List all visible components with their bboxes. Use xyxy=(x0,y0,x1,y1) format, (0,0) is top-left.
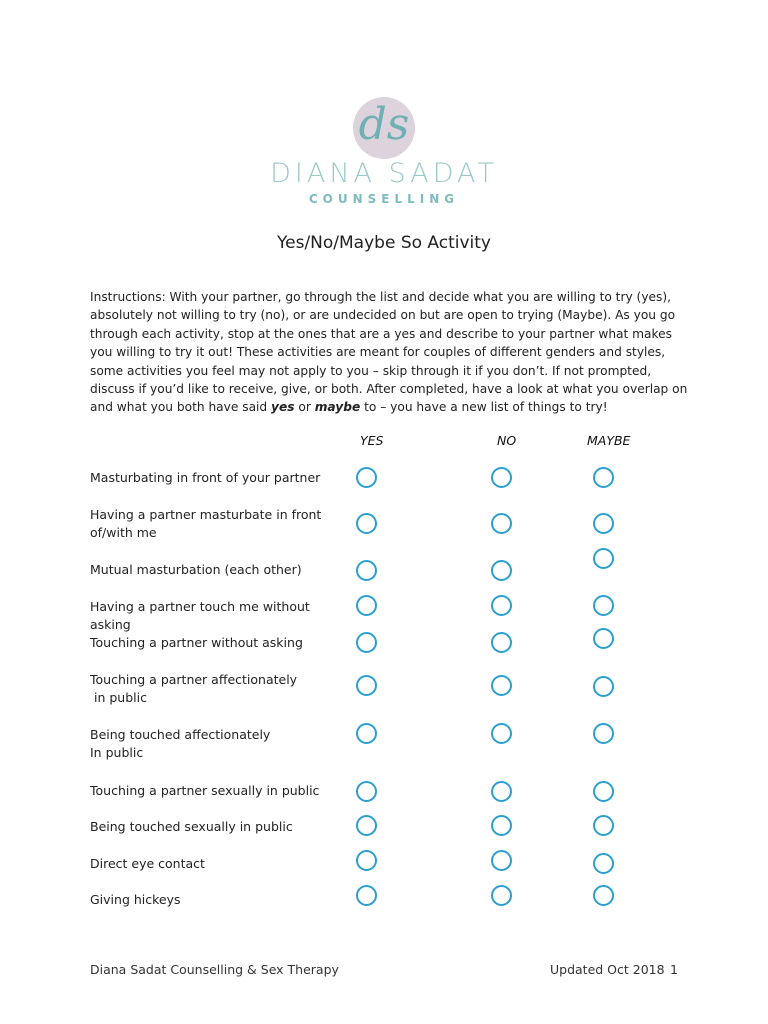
activity-label xyxy=(90,561,350,579)
yes-radio[interactable] xyxy=(356,560,377,581)
yes-radio[interactable] xyxy=(356,595,377,616)
no-radio[interactable] xyxy=(491,885,512,906)
no-radio[interactable] xyxy=(491,467,512,488)
yes-radio[interactable] xyxy=(356,885,377,906)
maybe-radio[interactable] xyxy=(593,853,614,874)
instructions-end: to – you have a new list of things to try! xyxy=(360,400,608,415)
column-header-no: NO xyxy=(497,433,517,448)
or-word: or xyxy=(294,400,315,415)
page-number: 1 xyxy=(670,962,678,977)
activity-label xyxy=(90,891,350,909)
yes-radio[interactable] xyxy=(356,815,377,836)
instructions xyxy=(90,288,690,417)
logo xyxy=(270,92,498,214)
activity-label-line1: Touching a partner sexually in public xyxy=(90,783,320,798)
activity-label-line1: Being touched affectionately xyxy=(90,727,271,742)
no-radio[interactable] xyxy=(491,513,512,534)
logo-monogram: ds xyxy=(358,99,410,150)
logo-subtitle: COUNSELLING xyxy=(308,192,460,206)
maybe-radio[interactable] xyxy=(593,723,614,744)
activity-label-line2: In public xyxy=(90,745,144,760)
activity-label-line2: of/with me xyxy=(90,525,157,540)
activity-label xyxy=(90,598,350,634)
maybe-radio[interactable] xyxy=(593,628,614,649)
no-radio[interactable] xyxy=(491,815,512,836)
yes-radio[interactable] xyxy=(356,723,377,744)
activity-label-line1: Having a partner masturbate in front xyxy=(90,507,322,522)
page-title: Yes/No/Maybe So Activity xyxy=(277,233,491,253)
yes-radio[interactable] xyxy=(356,781,377,802)
maybe-radio[interactable] xyxy=(593,815,614,836)
activity-label-line1: Being touched sexually in public xyxy=(90,819,293,834)
instructions-text: Instructions: With your partner, go through the list and decide what you are willing to try (yes), absolutely not willing to try (no), or are undecided on but are open to trying (Maybe). As you go through each activity, stop at the ones that are a yes and describe to your partner what makes you willing to try it out! These activities are meant for couples of different genders and styles, some activities you feel may not apply to you – skip through it if you don’t. If not prompted, discuss if you’d like to receive, give, or both. After completed, have a look at what you overlap on and what you both have said xyxy=(90,290,688,415)
yes-radio[interactable] xyxy=(356,632,377,653)
activity-label xyxy=(90,469,350,487)
activity-label-line1: Masturbating in front of your partner xyxy=(90,470,321,485)
maybe-radio[interactable] xyxy=(593,467,614,488)
yes-radio[interactable] xyxy=(356,850,377,871)
no-radio[interactable] xyxy=(491,632,512,653)
activity-label-line1: Having a partner touch me without asking xyxy=(90,599,310,632)
no-radio[interactable] xyxy=(491,595,512,616)
activity-label xyxy=(90,726,350,762)
maybe-radio[interactable] xyxy=(593,885,614,906)
logo-name: DIANA SADAT xyxy=(270,158,498,189)
activity-label xyxy=(90,855,350,873)
no-radio[interactable] xyxy=(491,723,512,744)
no-radio[interactable] xyxy=(491,850,512,871)
maybe-word: maybe xyxy=(314,400,361,415)
no-radio[interactable] xyxy=(491,560,512,581)
maybe-radio[interactable] xyxy=(593,781,614,802)
no-radio[interactable] xyxy=(491,675,512,696)
activity-label-line1: Touching a partner affectionately xyxy=(90,672,298,687)
activity-label xyxy=(90,671,350,707)
maybe-radio[interactable] xyxy=(593,548,614,569)
maybe-radio[interactable] xyxy=(593,595,614,616)
yes-radio[interactable] xyxy=(356,513,377,534)
activity-label-line1: Direct eye contact xyxy=(90,856,205,871)
yes-radio[interactable] xyxy=(356,467,377,488)
activity-label xyxy=(90,634,350,652)
maybe-radio[interactable] xyxy=(593,513,614,534)
activity-label-line1: Giving hickeys xyxy=(90,892,181,907)
activity-label xyxy=(90,506,350,542)
footer-date: Updated Oct 2018 xyxy=(550,962,665,977)
yes-word: yes xyxy=(271,400,295,415)
activity-label xyxy=(90,818,350,836)
column-header-maybe: MAYBE xyxy=(587,433,631,448)
no-radio[interactable] xyxy=(491,781,512,802)
footer-left: Diana Sadat Counselling & Sex Therapy xyxy=(90,962,339,977)
activity-label-line1: Mutual masturbation (each other) xyxy=(90,562,302,577)
maybe-radio[interactable] xyxy=(593,676,614,697)
column-header-yes: YES xyxy=(360,433,384,448)
yes-radio[interactable] xyxy=(356,675,377,696)
activity-label-line1: Touching a partner without asking xyxy=(90,635,303,650)
activity-label-line2: in public xyxy=(90,690,147,705)
activity-label xyxy=(90,782,350,800)
